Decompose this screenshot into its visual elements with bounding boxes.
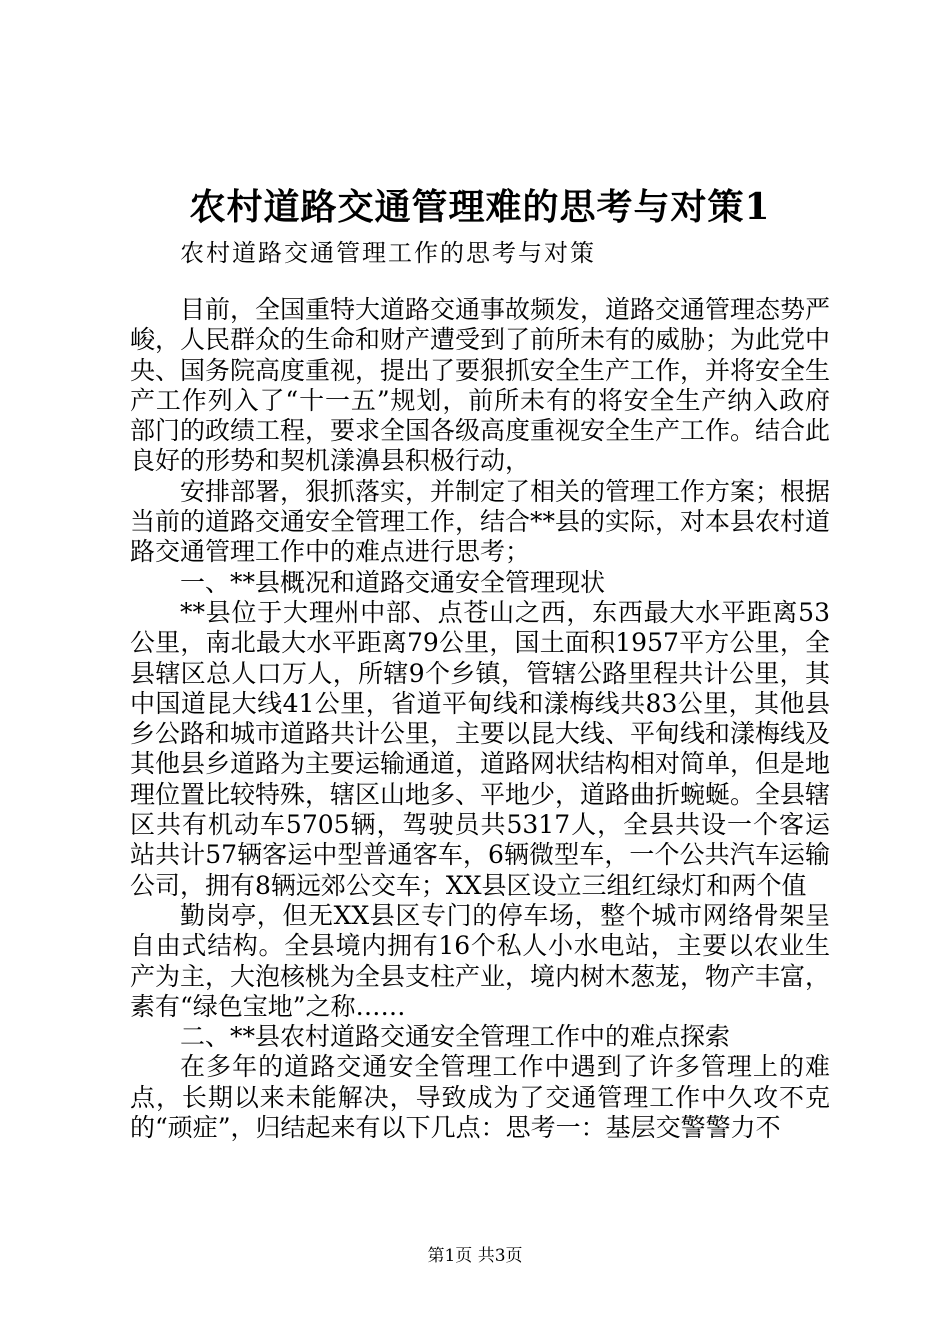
document-body	[130, 295, 830, 1143]
section-heading: 二、**县农村道路交通安全管理工作中的难点探索	[180, 1022, 731, 1052]
document-title: 农村道路交通管理难的思考与对策1	[189, 186, 771, 228]
page-indicator: 第1页 共3页	[427, 1246, 523, 1266]
paragraph: 在多年的道路交通安全管理工作中遇到了许多管理上的难点，长期以来未能解决，导致成为了交通管理工作中久攻不克的“顽症”，归结起来有以下几点：思考一：基层交警警力不	[130, 1052, 830, 1143]
document-subtitle: 农村道路交通管理工作的思考与对策	[180, 239, 596, 267]
paragraph: 勤岗亭，但无XX县区专门的停车场，整个城市网络骨架呈自由式结构。全县境内拥有16个私人小水电站，主要以农业生产为主，大泡核桃为全县支柱产业，境内树木葱茏，物产丰富，素有“绿色宝地”之称……	[130, 900, 831, 1021]
paragraph: 目前，全国重特大道路交通事故频发，道路交通管理态势严峻，人民群众的生命和财产遭受到了前所未有的威胁；为此党中央、国务院高度重视，提出了要狠抓安全生产工作，并将安全生产工作列入了“十一五”规划，前所未有的将安全生产纳入政府部门的政绩工程，要求全国各级高度重视安全生产工作。结合此良好的形势和契机漾濞县积极行动，	[130, 295, 831, 476]
section-heading: 一、**县概况和道路交通安全管理现状	[180, 567, 606, 597]
paragraph: 安排部署，狠抓落实，并制定了相关的管理工作方案；根据当前的道路交通安全管理工作，结合**县的实际，对本县农村道路交通管理工作中的难点进行思考；	[130, 476, 831, 567]
paragraph: **县位于大理州中部、点苍山之西，东西最大水平距离53公里，南北最大水平距离79公里，国土面积1957平方公里，全县辖区总人口万人，所辖9个乡镇，管辖公路里程共计公里，其中国道昆大线41公里，省道平甸线和漾梅线共83公里，其他县乡公路和城市道路共计公里，主要以昆大线、平甸线和漾梅线及其他县乡道路为主要运输通道，道路网状结构相对简单，但是地理位置比较特殊，辖区山地多、平地少，道路曲折蜿蜒。全县辖区共有机动车5705辆，驾驶员共5317人，全县共设一个客运站共计57辆客运中型普通客车，6辆微型车，一个公共汽车运输公司，拥有8辆远郊公交车；XX县区设立三组红绿灯和两个值	[130, 597, 831, 900]
